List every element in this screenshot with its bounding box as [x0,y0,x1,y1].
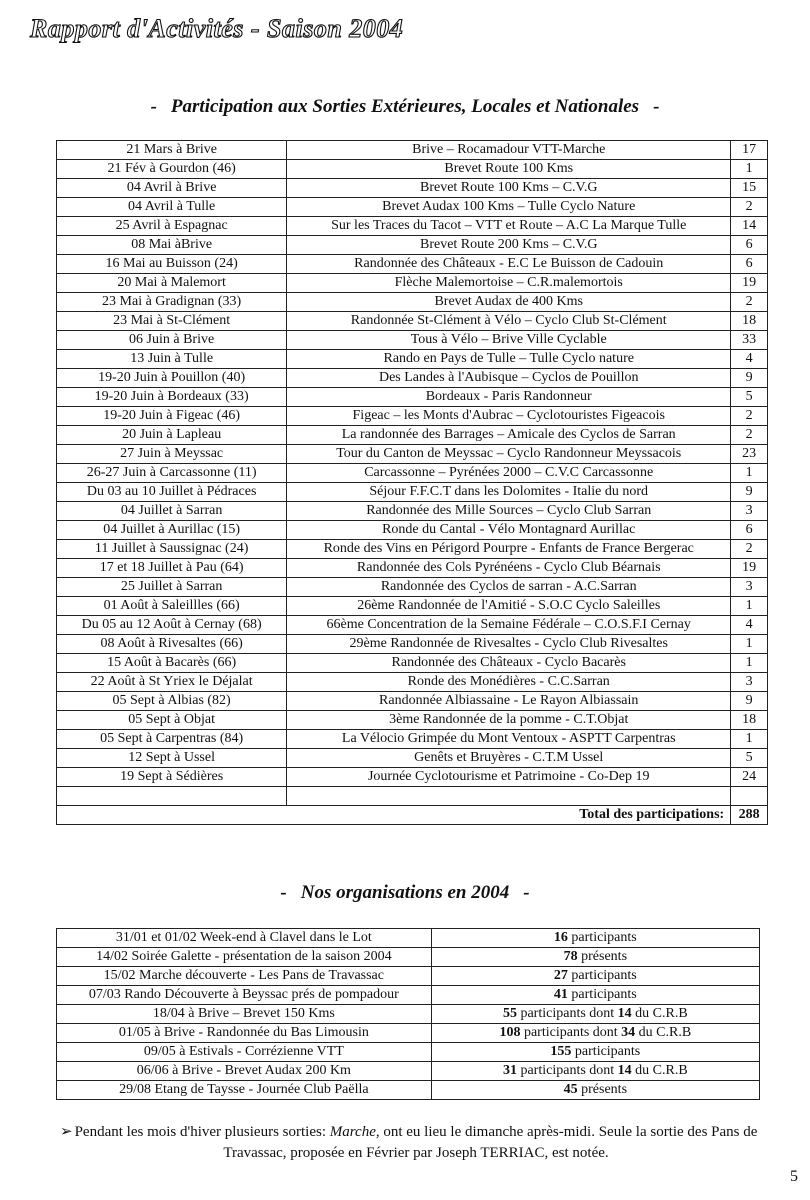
outing-count: 5 [731,388,768,407]
outing-event: 26ème Randonnée de l'Amitié - S.O.C Cyclo Saleilles [287,597,731,616]
outing-count: 1 [731,160,768,179]
organisation-event: 01/05 à Brive - Randonnée du Bas Limousin [57,1024,432,1043]
organisation-event: 15/02 Marche découverte - Les Pans de Travassac [57,967,432,986]
organisation-participants: 55 participants dont 14 du C.R.B [431,1005,759,1024]
organisation-row [57,967,760,986]
outing-event: Randonnée des Châteaux - Cyclo Bacarès [287,654,731,673]
outing-date: 06 Juin à Brive [57,331,287,350]
outing-row [57,236,768,255]
outing-count: 1 [731,597,768,616]
outing-count: 3 [731,502,768,521]
outing-event: Ronde des Monédières - C.C.Sarran [287,673,731,692]
outing-row [57,141,768,160]
outing-count: 2 [731,198,768,217]
total-value: 288 [731,806,768,825]
outing-row [57,388,768,407]
organisation-event: 29/08 Etang de Taysse - Journée Club Paëlla [57,1081,432,1100]
outing-count: 19 [731,559,768,578]
outing-row [57,521,768,540]
outing-row [57,464,768,483]
outing-count: 24 [731,768,768,787]
outing-row [57,673,768,692]
outing-event: Genêts et Bruyères - C.T.M Ussel [287,749,731,768]
outing-row [57,597,768,616]
outing-date: 22 Août à St Yriex le Déjalat [57,673,287,692]
organisation-participants: 45 présents [431,1081,759,1100]
outing-event: Ronde du Cantal - Vélo Montagnard Aurillac [287,521,731,540]
outing-row [57,293,768,312]
outing-count: 1 [731,464,768,483]
outing-date: 08 Mai àBrive [57,236,287,255]
note-text: Pendant les mois d'hiver plusieurs sorties: [74,1124,330,1140]
outing-date: 19-20 Juin à Pouillon (40) [57,369,287,388]
organisation-participants: 41 participants [431,986,759,1005]
outing-count: 4 [731,616,768,635]
outing-count: 14 [731,217,768,236]
outing-count: 6 [731,236,768,255]
outing-event: Brevet Audax de 400 Kms [287,293,731,312]
outing-event: Randonnée des Mille Sources – Cyclo Club Sarran [287,502,731,521]
outing-count: 9 [731,369,768,388]
section-dash: - [150,96,157,117]
outing-date: 27 Juin à Meyssac [57,445,287,464]
organisation-row [57,1024,760,1043]
outing-count: 9 [731,483,768,502]
outing-date: 19-20 Juin à Figeac (46) [57,407,287,426]
outing-event: 3ème Randonnée de la pomme - C.T.Objat [287,711,731,730]
outing-event: Randonnée des Châteaux - E.C Le Buisson de Cadouin [287,255,731,274]
organisations-table-body [57,929,760,1100]
outing-row [57,749,768,768]
section-dash: - [523,882,530,903]
outing-row [57,711,768,730]
outing-row [57,730,768,749]
organisation-row [57,1081,760,1100]
outing-event: La Vélocio Grimpée du Mont Ventoux - ASPTT Carpentras [287,730,731,749]
organisation-row [57,1062,760,1081]
outing-row [57,407,768,426]
outing-row [57,274,768,293]
note-text: , ont eu lieu le dimanche après-midi. Seule la sortie des Pans de Travassac, proposée en Février par Joseph TERRIAC, est notée. [223,1124,758,1161]
outing-count: 19 [731,274,768,293]
outing-count: 5 [731,749,768,768]
organisation-row [57,1005,760,1024]
outing-count: 3 [731,578,768,597]
outing-date: 25 Avril à Espagnac [57,217,287,236]
outings-table [56,140,768,825]
outing-count: 2 [731,407,768,426]
outing-event: Brive – Rocamadour VTT-Marche [287,141,731,160]
winter-note [60,1122,772,1164]
outing-count: 1 [731,730,768,749]
outing-date: 17 et 18 Juillet à Pau (64) [57,559,287,578]
outing-event: La randonnée des Barrages – Amicale des Cyclos de Sarran [287,426,731,445]
outing-count: 18 [731,312,768,331]
outing-date: 04 Juillet à Aurillac (15) [57,521,287,540]
organisation-participants: 16 participants [431,929,759,948]
outing-date: 16 Mai au Buisson (24) [57,255,287,274]
organisation-participants: 155 participants [431,1043,759,1062]
outing-date: 23 Mai à St-Clément [57,312,287,331]
organisation-event: 18/04 à Brive – Brevet 150 Kms [57,1005,432,1024]
outing-date: 26-27 Juin à Carcassonne (11) [57,464,287,483]
outing-event: Flèche Malemortoise – C.R.malemortois [287,274,731,293]
outing-date: 20 Juin à Lapleau [57,426,287,445]
section-title-text: Participation aux Sorties Extérieures, Locales et Nationales [170,96,640,117]
organisations-table [56,928,760,1100]
outing-date: 20 Mai à Malemort [57,274,287,293]
outing-date: 12 Sept à Ussel [57,749,287,768]
outing-count: 15 [731,179,768,198]
outing-event: Randonnée Albiassaine - Le Rayon Albiassain [287,692,731,711]
outing-row [57,540,768,559]
organisation-event: 06/06 à Brive - Brevet Audax 200 Km [57,1062,432,1081]
organisation-participants: 108 participants dont 34 du C.R.B [431,1024,759,1043]
outing-row [57,654,768,673]
outing-count: 1 [731,635,768,654]
outing-date: 19-20 Juin à Bordeaux (33) [57,388,287,407]
outing-date: 15 Août à Bacarès (66) [57,654,287,673]
outing-count: 6 [731,255,768,274]
outing-row [57,217,768,236]
outing-date: 08 Août à Rivesaltes (66) [57,635,287,654]
outing-event: Séjour F.F.C.T dans les Dolomites - Italie du nord [287,483,731,502]
empty-cell [57,787,287,806]
outing-row [57,502,768,521]
section-dash: - [280,882,287,903]
organisation-event: 07/03 Rando Découverte à Beyssac prés de pompadour [57,986,432,1005]
outing-event: Carcassonne – Pyrénées 2000 – C.V.C Carcassonne [287,464,731,483]
organisation-row [57,986,760,1005]
organisation-event: 09/05 à Estivals - Corrézienne VTT [57,1043,432,1062]
outing-count: 4 [731,350,768,369]
outing-event: Brevet Route 100 Kms [287,160,731,179]
outing-event: Brevet Route 100 Kms – C.V.G [287,179,731,198]
outing-row [57,559,768,578]
outing-count: 23 [731,445,768,464]
outing-date: 21 Fév à Gourdon (46) [57,160,287,179]
empty-row [57,787,768,806]
section-title-organisations [0,882,810,904]
outing-date: 13 Juin à Tulle [57,350,287,369]
section-title-text: Nos organisations en 2004 [300,882,510,903]
outing-row [57,445,768,464]
page-number: 5 [790,1168,798,1185]
outing-row [57,160,768,179]
report-title: Rapport d'Activités - Saison 2004 [30,14,404,43]
outing-count: 9 [731,692,768,711]
outing-date: Du 03 au 10 Juillet à Pédraces [57,483,287,502]
outing-row [57,768,768,787]
outing-event: 66ème Concentration de la Semaine Fédérale – C.O.S.F.I Cernay [287,616,731,635]
outing-date: 05 Sept à Carpentras (84) [57,730,287,749]
outing-event: Des Landes à l'Aubisque – Cyclos de Pouillon [287,369,731,388]
outing-event: Brevet Route 200 Kms – C.V.G [287,236,731,255]
outing-event: Randonnée St-Clément à Vélo – Cyclo Club St-Clément [287,312,731,331]
outing-date: 11 Juillet à Saussignac (24) [57,540,287,559]
outing-count: 2 [731,426,768,445]
outing-date: 04 Avril à Tulle [57,198,287,217]
outings-table-body [57,141,768,825]
outing-date: 05 Sept à Objat [57,711,287,730]
organisation-event: 14/02 Soirée Galette - présentation de la saison 2004 [57,948,432,967]
organisation-event: 31/01 et 01/02 Week-end à Clavel dans le Lot [57,929,432,948]
outing-count: 6 [731,521,768,540]
outing-row [57,426,768,445]
outing-row [57,179,768,198]
outing-row [57,692,768,711]
outing-event: Journée Cyclotourisme et Patrimoine - Co-Dep 19 [287,768,731,787]
outing-row [57,255,768,274]
outing-date: 19 Sept à Sédières [57,768,287,787]
outing-date: 21 Mars à Brive [57,141,287,160]
total-row [57,806,768,825]
outing-event: Tous à Vélo – Brive Ville Cyclable [287,331,731,350]
outing-row [57,616,768,635]
outing-date: 23 Mai à Gradignan (33) [57,293,287,312]
outing-event: Figeac – les Monts d'Aubrac – Cyclotouristes Figeacois [287,407,731,426]
outing-event: Brevet Audax 100 Kms – Tulle Cyclo Nature [287,198,731,217]
organisation-row [57,929,760,948]
outing-event: Bordeaux - Paris Randonneur [287,388,731,407]
outing-date: 04 Avril à Brive [57,179,287,198]
outing-row [57,483,768,502]
organisation-participants: 78 présents [431,948,759,967]
outing-event: Rando en Pays de Tulle – Tulle Cyclo nature [287,350,731,369]
outing-date: 04 Juillet à Sarran [57,502,287,521]
note-emphasis: Marche [329,1124,376,1140]
outing-row [57,350,768,369]
outing-event: Tour du Canton de Meyssac – Cyclo Randonneur Meyssacois [287,445,731,464]
arrow-bullet-icon: ➢ [60,1124,73,1140]
outing-row [57,198,768,217]
empty-cell [287,787,731,806]
outing-count: 33 [731,331,768,350]
empty-cell [731,787,768,806]
outing-event: Sur les Traces du Tacot – VTT et Route – A.C La Marque Tulle [287,217,731,236]
outing-count: 17 [731,141,768,160]
outing-count: 3 [731,673,768,692]
outing-event: Randonnée des Cols Pyrénéens - Cyclo Club Béarnais [287,559,731,578]
total-label: Total des participations: [57,806,731,825]
outing-row [57,578,768,597]
section-title-outings [0,96,810,118]
outing-count: 2 [731,540,768,559]
organisation-participants: 27 participants [431,967,759,986]
organisation-row [57,948,760,967]
outing-count: 2 [731,293,768,312]
outing-date: 25 Juillet à Sarran [57,578,287,597]
outing-event: Ronde des Vins en Périgord Pourpre - Enfants de France Bergerac [287,540,731,559]
outing-date: 01 Août à Saleillles (66) [57,597,287,616]
section-dash: - [653,96,660,117]
outing-row [57,369,768,388]
organisation-participants: 31 participants dont 14 du C.R.B [431,1062,759,1081]
outing-event: 29ème Randonnée de Rivesaltes - Cyclo Club Rivesaltes [287,635,731,654]
outing-row [57,312,768,331]
outing-row [57,331,768,350]
outing-event: Randonnée des Cyclos de sarran - A.C.Sarran [287,578,731,597]
organisation-row [57,1043,760,1062]
outing-date: Du 05 au 12 Août à Cernay (68) [57,616,287,635]
outing-count: 18 [731,711,768,730]
outing-row [57,635,768,654]
outing-count: 1 [731,654,768,673]
outing-date: 05 Sept à Albias (82) [57,692,287,711]
